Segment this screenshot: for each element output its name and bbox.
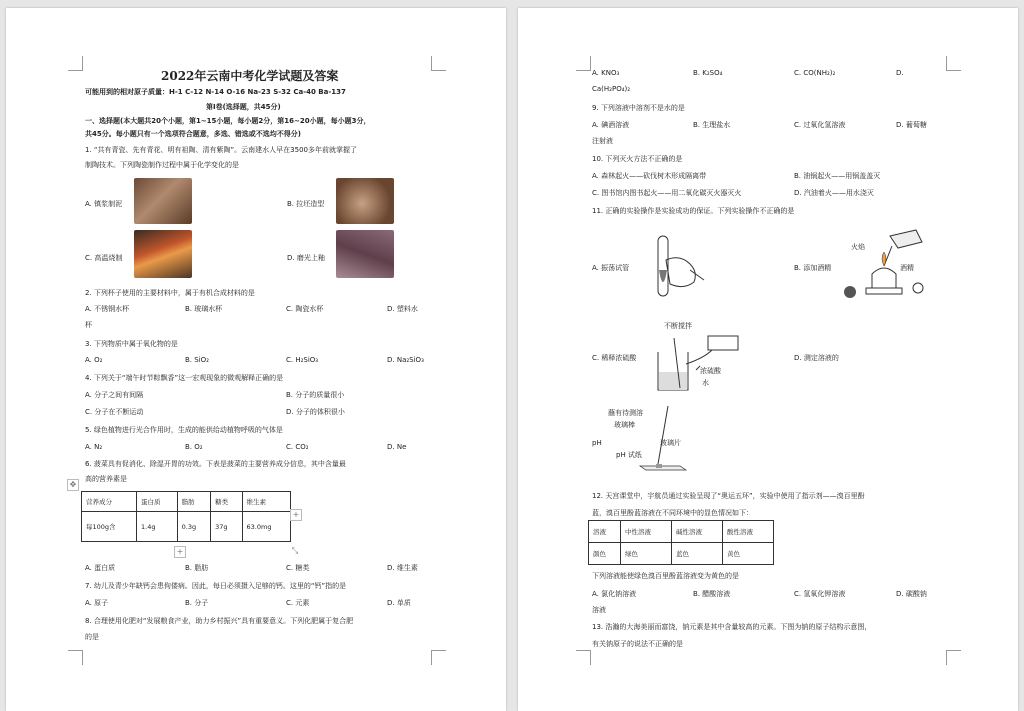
option-text: B. 油锅起火——用锅盖盖灭 [794, 172, 881, 180]
option-text: B. 脂肪 [185, 564, 209, 572]
option-text: A. 蛋白质 [85, 564, 116, 572]
table-header-cell: 脂肪 [177, 492, 210, 512]
nutrition-table [81, 491, 291, 542]
table-cell: 颜色 [589, 543, 621, 565]
option-text: D. 汽油着火——用水浇灭 [794, 189, 874, 197]
option-text: B. 玻璃水杯 [185, 305, 223, 313]
question-text: 8. 合理使用化肥对“发展粮食产业，助力乡村振兴”具有重要意义。下列化肥属于复合肥 [85, 617, 354, 625]
option-text: C. H₂SiO₃ [286, 356, 319, 364]
crop-mark [946, 650, 961, 665]
option-text: C. 高温烧制 [85, 254, 123, 262]
option-text: 注射液 [592, 137, 613, 145]
document-page-1 [6, 8, 506, 711]
option-text: B. 生理盐水 [693, 121, 731, 129]
option-text: B. 分子的质量很小 [286, 391, 345, 399]
table-header-cell: 维生素 [242, 492, 290, 512]
option-text: D. 单质 [387, 599, 411, 607]
option-text: A. 森林起火——砍伐树木形成隔离带 [592, 172, 707, 180]
option-text: C. 陶瓷水杯 [286, 305, 324, 313]
option-text: D. 塑料水 [387, 305, 418, 313]
option-text: C. 稀释浓硫酸 [592, 354, 637, 362]
figure-label: 玻璃片 [660, 439, 681, 447]
atomic-masses: 可能用到的相对原子质量：H-1 C-12 N-14 O-16 Na-23 S-32 Ca-40 Ba-137 [85, 88, 346, 96]
figure-label: 酒精 [900, 264, 914, 272]
question-text: 有关钠原子的说法不正确的是 [592, 640, 683, 648]
crop-mark [68, 56, 83, 71]
table-header-cell: 蛋白质 [137, 492, 178, 512]
option-text: A. O₂ [85, 356, 103, 364]
option-text: B. 分子 [185, 599, 209, 607]
figure-label: 玻璃棒 [614, 421, 635, 429]
option-text: C. 过氧化氢溶液 [794, 121, 846, 129]
option-text: A. 镇浆制泥 [85, 200, 123, 208]
clay-making-image [134, 178, 192, 224]
table-move-handle[interactable]: ✥ [67, 479, 79, 491]
add-column-button[interactable]: + [290, 509, 302, 521]
table-cell: 蓝色 [672, 543, 723, 565]
question-text: 9. 下列溶液中溶剂不是水的是 [592, 104, 685, 112]
kiln-firing-image [134, 230, 192, 278]
question-text: 4. 下列关于“端午时节粽飘香”这一宏观现象的微观解释正确的是 [85, 374, 284, 382]
table-header-cell: 糖类 [211, 492, 242, 512]
figure-label: pH [592, 439, 602, 447]
option-text: A. 不锈钢水杯 [85, 305, 130, 313]
option-text: C. CO(NH₂)₂ [794, 69, 836, 77]
option-text: A. N₂ [85, 443, 103, 451]
table-cell: 0.3g [177, 512, 210, 542]
page-title: 2022年云南中考化学试题及答案 [161, 69, 339, 83]
option-text: D. 分子的体积很小 [286, 408, 345, 416]
crop-mark [431, 56, 446, 71]
question-text: 12. 天宫课堂中，宇航员通过实验呈现了“奥运五环”，实验中使用了指示剂——溴百里酚 [592, 492, 865, 500]
question-text: 2. 下列杯子使用的主要材料中，属于有机合成材料的是 [85, 289, 255, 297]
option-text: A. 振荡试管 [592, 264, 630, 272]
option-text: B. 添加酒精 [794, 264, 832, 272]
table-cell: 63.0mg [242, 512, 290, 542]
option-text: 杯 [85, 321, 92, 329]
question-text: 1. “共有青瓷、先有青花、明有祖陶、清有紫陶”。云南建水人早在3500多年前就掌握了 [85, 146, 357, 154]
question-text: 蓝，溴百里酚蓝溶液在不同环境中的显色情况如下： [592, 509, 753, 517]
option-text: D. 测定溶液的 [794, 354, 839, 362]
option-text: A. 原子 [85, 599, 109, 607]
add-row-button[interactable]: + [174, 546, 186, 558]
table-cell: 每100g含 [82, 512, 137, 542]
option-text: A. 氯化钠溶液 [592, 590, 637, 598]
option-text: D. Ne [387, 443, 407, 451]
figure-label: 蘸有待测溶 [608, 409, 643, 417]
option-text: C. 图书馆内图书起火——用二氧化碳灭火器灭火 [592, 189, 742, 197]
question-text: 高的营养素是 [85, 475, 127, 483]
crop-mark [68, 650, 83, 665]
table-resize-handle[interactable]: ⤡ [291, 546, 299, 555]
option-text: C. 元素 [286, 599, 310, 607]
option-text: C. 糖类 [286, 564, 310, 572]
option-text: A. 分子之间有间隔 [85, 391, 144, 399]
option-text: A. KNO₃ [592, 69, 620, 77]
alcohol-lamp-figure [840, 224, 932, 304]
table-header-cell: 中性溶液 [621, 521, 672, 543]
option-text: D. Na₂SiO₃ [387, 356, 424, 364]
glazing-image [336, 230, 394, 278]
question-text: 5. 绿色植物进行光合作用时，生成的能供给动植物呼吸的气体是 [85, 426, 283, 434]
crop-mark [431, 650, 446, 665]
question-text: 6. 菠菜具有促消化、除湿开胃的功效。下表是菠菜的主要营养成分信息，其中含量最 [85, 460, 346, 468]
option-text: B. 醋酸溶液 [693, 590, 731, 598]
option-text: D. 维生素 [387, 564, 418, 572]
table-cell: 1.4g [137, 512, 178, 542]
option-text: D. 碳酸钠 [896, 590, 927, 598]
option-text: Ca(H₂PO₄)₂ [592, 85, 631, 93]
question-text: 10. 下列灭火方法不正确的是 [592, 155, 683, 163]
ph-test-figure [636, 404, 696, 474]
indicator-color-table [588, 520, 774, 565]
crop-mark [576, 56, 591, 71]
option-text: B. K₂SO₄ [693, 69, 723, 77]
section-heading: 第Ⅰ卷(选择题，共45分) [206, 103, 281, 111]
option-text: 溶液 [592, 606, 606, 614]
option-text: C. CO₂ [286, 443, 309, 451]
table-cell: 37g [211, 512, 242, 542]
table-cell: 绿色 [621, 543, 672, 565]
figure-label: 水 [702, 379, 709, 387]
instructions-line: 共45分。每小题只有一个选项符合题意，多选、错选或不选均不得分) [85, 130, 301, 138]
option-text: B. SiO₂ [185, 356, 209, 364]
table-header-cell: 溶液 [589, 521, 621, 543]
question-text: 11. 正确的实验操作是实验成功的保证。下列实验操作不正确的是 [592, 207, 795, 215]
table-header-cell: 酸性溶液 [722, 521, 773, 543]
figure-label: 火焰 [851, 243, 865, 251]
question-text: 下列溶液能使绿色溴百里酚蓝溶液变为黄色的是 [592, 572, 739, 580]
table-header-cell: 营养成分 [82, 492, 137, 512]
table-header-cell: 碱性溶液 [672, 521, 723, 543]
table-cell: 黄色 [722, 543, 773, 565]
option-text: C. 氢氧化钾溶液 [794, 590, 846, 598]
crop-mark [576, 650, 591, 665]
acid-dilution-figure [652, 330, 752, 396]
question-text: 3. 下列物质中属于氧化物的是 [85, 340, 178, 348]
instructions-line: 一、选择题(本大题共20个小题，第1~15小题，每小题2分，第16~20小题，每小题3分， [85, 117, 371, 125]
option-text: D. 葡萄糖 [896, 121, 927, 129]
pottery-shaping-image [336, 178, 394, 224]
figure-label: pH 试纸 [616, 451, 642, 459]
figure-label: 浓硫酸 [700, 367, 721, 375]
option-text: A. 碘酒溶液 [592, 121, 630, 129]
question-text: 13. 浩瀚的大海美丽而富饶，钠元素是其中含量较高的元素。下图为钠的原子结构示意图， [592, 623, 872, 631]
crop-mark [946, 56, 961, 71]
option-text: B. 拉坯造型 [287, 200, 325, 208]
question-text: 7. 幼儿及青少年缺钙会患佝偻病。因此，每日必须摄入足够的钙。这里的“钙”指的是 [85, 582, 347, 590]
shaking-test-tube-figure [646, 230, 708, 310]
question-text: 制陶技术。下列陶瓷制作过程中属于化学变化的是 [85, 161, 239, 169]
option-text: B. O₂ [185, 443, 203, 451]
option-text: D. 磨光上釉 [287, 254, 325, 262]
option-text: C. 分子在不断运动 [85, 408, 144, 416]
question-text: 的是 [85, 633, 99, 641]
document-page-2 [518, 8, 1018, 711]
option-text: D. [896, 69, 904, 77]
figure-label: 不断搅拌 [664, 322, 692, 330]
